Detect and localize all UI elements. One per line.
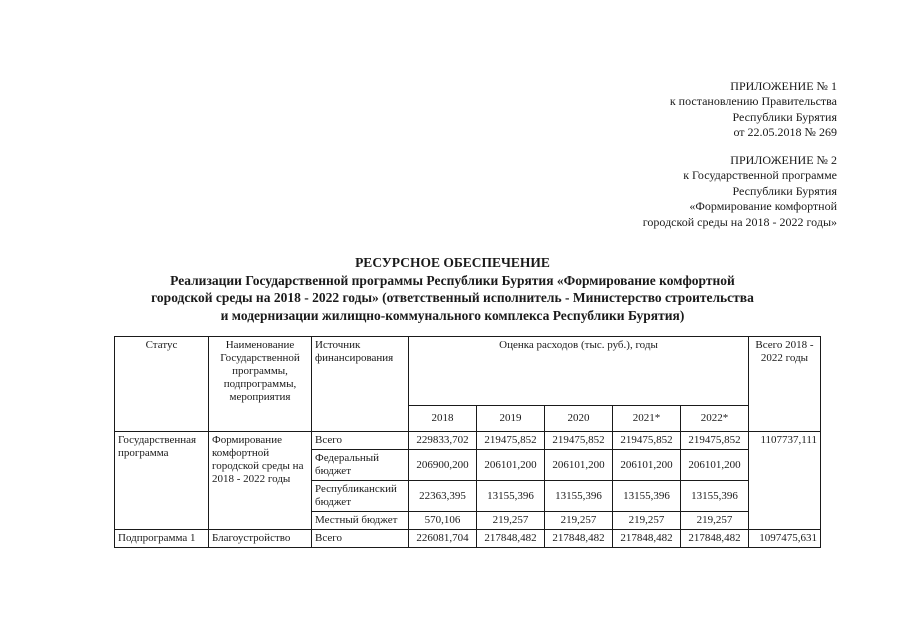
title-line: Реализации Государственной программы Республики Бурятия «Формирование комфортной [170, 272, 735, 288]
value-cell: 217848,482 [681, 530, 749, 548]
header-estimate: Оценка расходов (тыс. руб.), годы [409, 337, 749, 406]
source-cell: Местный бюджет [312, 512, 409, 530]
annex-2-line: городской среды на 2018 - 2022 годы» [642, 214, 837, 229]
value-cell: 219,257 [545, 512, 613, 530]
value-cell: 13155,396 [681, 481, 749, 512]
resource-table [114, 336, 821, 548]
value-cell: 206900,200 [409, 450, 477, 481]
header-source: Источник финансирования [312, 337, 409, 432]
value-cell: 217848,482 [545, 530, 613, 548]
value-cell: 570,106 [409, 512, 477, 530]
document-title [0, 254, 905, 324]
annex-1-header [670, 79, 837, 141]
value-cell: 219,257 [477, 512, 545, 530]
annex-1-line: от 22.05.2018 № 269 [733, 125, 837, 140]
header-year: 2020 [545, 406, 613, 432]
value-cell: 22363,395 [409, 481, 477, 512]
subprogram-name: Благоустройство [209, 530, 312, 548]
annex-2-header [643, 153, 837, 230]
value-cell: 13155,396 [545, 481, 613, 512]
table-row [115, 432, 821, 450]
value-cell: 13155,396 [613, 481, 681, 512]
value-cell: 219,257 [681, 512, 749, 530]
source-cell: Федеральный бюджет [312, 450, 409, 481]
value-cell: 219475,852 [613, 432, 681, 450]
subprogram-total: 1097475,631 [749, 530, 821, 548]
value-cell: 13155,396 [477, 481, 545, 512]
header-year: 2022* [681, 406, 749, 432]
header-year: 2018 [409, 406, 477, 432]
value-cell: 229833,702 [409, 432, 477, 450]
value-cell: 219475,852 [681, 432, 749, 450]
header-name: Наименование Государственной программы, подпрограммы, мероприятия [209, 337, 312, 432]
program-name: Формирование комфортной городской среды на 2018 - 2022 годы [209, 432, 312, 530]
annex-2-line: «Формирование комфортной [689, 199, 837, 214]
annex-2-line: Республики Бурятия [732, 183, 837, 198]
value-cell: 206101,200 [477, 450, 545, 481]
value-cell: 219475,852 [545, 432, 613, 450]
annex-1-line: Республики Бурятия [732, 109, 837, 124]
title-line: и модернизации жилищно-коммунального комплекса Республики Бурятия) [220, 307, 685, 323]
value-cell: 219475,852 [477, 432, 545, 450]
header-year: 2021* [613, 406, 681, 432]
annex-2-line: к Государственной программе [683, 168, 837, 183]
value-cell: 219,257 [613, 512, 681, 530]
title-line: городской среды на 2018 - 2022 годы» (ответственный исполнитель - Министерство строительства [151, 290, 754, 305]
annex-2-line: ПРИЛОЖЕНИЕ № 2 [730, 153, 837, 167]
header-total: Всего 2018 - 2022 годы [749, 337, 821, 432]
value-cell: 206101,200 [545, 450, 613, 481]
value-cell: 206101,200 [613, 450, 681, 481]
value-cell: 217848,482 [613, 530, 681, 548]
source-cell: Всего [312, 530, 409, 548]
program-status: Государственная программа [115, 432, 209, 530]
header-status: Статус [115, 337, 209, 432]
subprogram-status: Подпрограмма 1 [115, 530, 209, 548]
source-cell: Всего [312, 432, 409, 450]
table-row [115, 530, 821, 548]
value-cell: 206101,200 [681, 450, 749, 481]
value-cell: 217848,482 [477, 530, 545, 548]
value-cell: 226081,704 [409, 530, 477, 548]
program-total: 1107737,111 [749, 432, 821, 530]
title-line: РЕСУРСНОЕ ОБЕСПЕЧЕНИЕ [355, 255, 550, 270]
source-cell: Республиканский бюджет [312, 481, 409, 512]
annex-1-line: ПРИЛОЖЕНИЕ № 1 [730, 79, 837, 93]
annex-1-line: к постановлению Правительства [669, 94, 837, 109]
header-year: 2019 [477, 406, 545, 432]
header-row [115, 337, 821, 406]
